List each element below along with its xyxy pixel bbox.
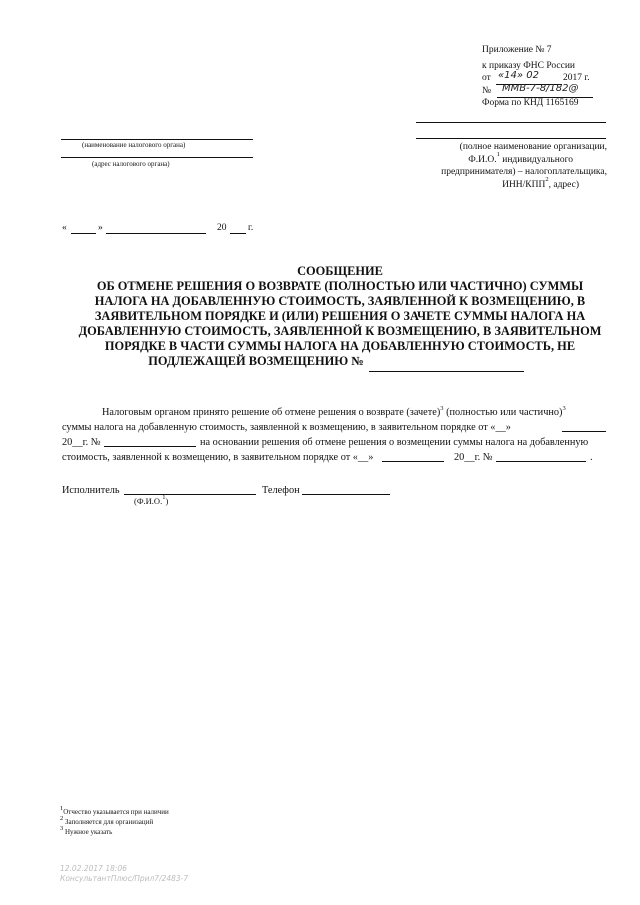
- order-year: 2017 г.: [563, 73, 590, 83]
- title-line-5: ДОБАВЛЕННУЮ СТОИМОСТЬ, ЗАЯВЛЕННОЙ К ВОЗМЕЩЕНИЮ, В ЗАЯВИТЕЛЬНОМ: [78, 324, 602, 338]
- tax-authority-address-caption: (адрес налогового органа): [92, 160, 170, 168]
- print-stamp: [60, 864, 188, 884]
- tax-authority-name-caption: (наименование налогового органа): [82, 141, 186, 149]
- executor-label: Исполнитель: [62, 485, 120, 496]
- taxpayer-caption-line-3: предпринимателя) – налогоплательщика,: [441, 167, 607, 177]
- title-line-3: НАЛОГА НА ДОБАВЛЕННУЮ СТОИМОСТЬ, ЗАЯВЛЕННОЙ К ВОЗМЕЩЕНИЮ, В: [94, 294, 586, 308]
- knd-form-number: Форма по КНД 1165169: [482, 98, 579, 108]
- signature-row: [62, 483, 402, 499]
- body-line-4: стоимость, заявленной к возмещению, в заявительном порядке от «__» 20__г. № .: [62, 452, 593, 463]
- body-paragraph: [62, 405, 612, 465]
- footnotes: [60, 804, 320, 837]
- taxpayer-caption: [405, 141, 607, 191]
- title-line-6: ПОРЯДКЕ В ЧАСТИ СУММЫ НАЛОГА НА ДОБАВЛЕННУЮ СТОИМОСТЬ, НЕ: [104, 339, 576, 353]
- footnote-3: $^3$ Нужное указать: [60, 824, 113, 836]
- taxpayer-caption-line-1: (полное наименование организации,: [459, 142, 607, 152]
- title-line-1: СООБЩЕНИЕ: [297, 264, 383, 278]
- order-reference: к приказу ФНС России: [482, 61, 575, 71]
- title-line-4: ЗАЯВИТЕЛЬНОМ ПОРЯДКЕ И (ИЛИ) РЕШЕНИЯ О ЗАЧЕТЕ СУММЫ НАЛОГА НА: [94, 309, 586, 323]
- order-number-prefix: №: [482, 86, 492, 96]
- order-date-prefix: от: [482, 73, 491, 83]
- print-stamp-line-1: 12.02.2017 18:06: [60, 864, 127, 873]
- date-close-quote: »: [98, 223, 103, 233]
- phone-label: Телефон: [262, 485, 300, 496]
- taxpayer-caption-line-4: ИНН/КПП$^2$, адрес): [502, 176, 579, 190]
- document-title: [30, 264, 640, 369]
- date-year-suffix: г.: [248, 223, 254, 233]
- print-stamp-line-2: КонсультантПлюс/Прил7/2483-7: [60, 874, 189, 883]
- taxpayer-caption-line-2: Ф.И.О.$^1$ индивидуального: [468, 151, 573, 165]
- footnote-2: $^2$ Заполняется для организаций: [60, 814, 154, 826]
- body-line-1: Налоговым органом принято решение об отмене решения о возврате (зачете)$^3$ (полностью или частично)$^3$: [102, 404, 566, 418]
- title-line-2: ОБ ОТМЕНЕ РЕШЕНИЯ О ВОЗВРАТЕ (ПОЛНОСТЬЮ ИЛИ ЧАСТИЧНО) СУММЫ: [96, 279, 584, 293]
- fio-caption: (Ф.И.О.$^1$): [134, 494, 169, 506]
- order-date-handwritten: «14» 02: [498, 70, 539, 81]
- order-number-handwritten: ММВ-7-8/182@: [502, 83, 579, 94]
- title-line-7: ПОДЛЕЖАЩЕЙ ВОЗМЕЩЕНИЮ №: [148, 354, 364, 368]
- footnote-1: $^1$Отчество указывается при наличии: [60, 804, 169, 816]
- body-line-2: суммы налога на добавленную стоимость, заявленной к возмещению, в заявительном порядке от «__»: [62, 422, 511, 433]
- date-year-prefix: 20: [217, 223, 227, 233]
- appendix-title: Приложение № 7: [482, 45, 552, 55]
- date-open-quote: «: [62, 223, 67, 233]
- body-line-3: 20__г. № на основании решения об отмене решения о возмещении суммы налога на добавленную: [62, 437, 589, 448]
